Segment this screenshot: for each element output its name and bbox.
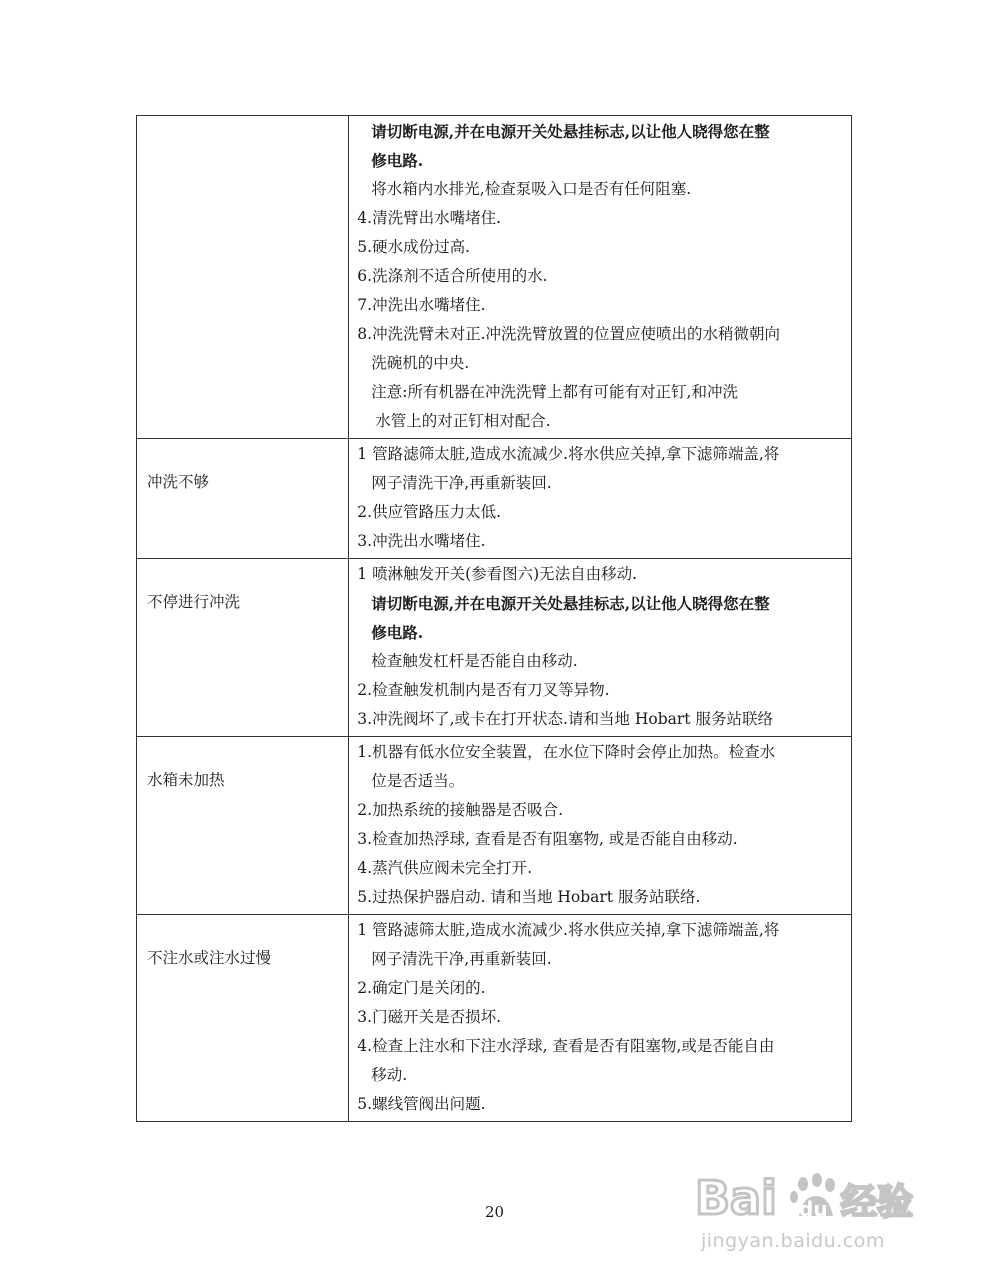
- remedy-line: 2.供应管路压力太低.: [357, 503, 502, 521]
- symptom-label: 冲洗不够: [147, 473, 210, 491]
- baidu-logo: [691, 1166, 931, 1226]
- remedy-line: 2.确定门是关闭的.: [357, 979, 486, 997]
- watermark-logo-text: Bai: [695, 1171, 777, 1225]
- remedy-cell: [349, 116, 852, 439]
- remedy-line: 8.冲洗洗臂未对正.冲洗洗臂放置的位置应使喷出的水稍微朝向: [357, 325, 781, 343]
- remedy-line: 1 管路滤筛太脏,造成水流减少.将水供应关掉,拿下滤筛端盖,将: [357, 921, 780, 939]
- baidu-jingyan-watermark: [691, 1166, 931, 1256]
- remedy-line: 1 喷淋触发开关(参看图六)无法自由移动.: [357, 565, 638, 583]
- table-row: [137, 915, 852, 1122]
- remedy-line: 移动.: [371, 1066, 408, 1084]
- remedy-line: 将水箱内水排光,检查泵吸入口是否有任何阻塞.: [371, 180, 692, 198]
- remedy-line: 位是否适当。: [371, 772, 465, 790]
- remedy-line: 5.螺线管阀出问题.: [357, 1095, 486, 1113]
- table-row: [137, 559, 852, 737]
- remedy-line: 修电路.: [371, 623, 424, 642]
- remedy-line: 5.过热保护器启动. 请和当地 Hobart 服务站联络.: [357, 888, 701, 906]
- remedy-line: 3.检查加热浮球, 查看是否有阻塞物, 或是否能自由移动.: [357, 830, 738, 848]
- remedy-line: 请切断电源,并在电源开关处悬挂标志,以让他人晓得您在整: [371, 122, 770, 141]
- page-number: 20: [484, 1203, 505, 1221]
- table-row: [137, 439, 852, 559]
- remedy-line: 网子清洗干净,再重新装回.: [371, 950, 552, 968]
- remedy-line: 洗碗机的中央.: [371, 354, 470, 372]
- watermark-logo-cn: 经验: [841, 1182, 914, 1223]
- remedy-line: 检查触发杠杆是否能自由移动.: [371, 652, 578, 670]
- symptom-cell: [137, 439, 349, 559]
- symptom-label: 不注水或注水过慢: [147, 949, 272, 967]
- remedy-cell: [349, 439, 852, 559]
- remedy-line: 4.清洗臂出水嘴堵住.: [357, 209, 502, 227]
- remedy-line: 注意:所有机器在冲洗洗臂上都有可能有对正钉,和冲洗: [371, 383, 738, 401]
- remedy-line: 3.冲洗出水嘴堵住.: [357, 532, 486, 550]
- table-row: [137, 116, 852, 439]
- symptom-cell: [137, 116, 349, 439]
- troubleshooting-table: [136, 115, 852, 1122]
- remedy-cell: [349, 915, 852, 1122]
- remedy-cell: [349, 559, 852, 737]
- symptom-cell: [137, 737, 349, 915]
- remedy-line: 4.蒸汽供应阀未完全打开.: [357, 859, 533, 877]
- remedy-line: 3.门磁开关是否损坏.: [357, 1008, 502, 1026]
- remedy-line: 2.检查触发机制内是否有刀叉等异物.: [357, 681, 610, 699]
- remedy-line: 1.机器有低水位安全装置，在水位下降时会停止加热。检查水: [357, 743, 776, 761]
- remedy-cell: [349, 737, 852, 915]
- remedy-line: 网子清洗干净,再重新装回.: [371, 474, 552, 492]
- symptom-cell: [137, 915, 349, 1122]
- remedy-line: 1 管路滤筛太脏,造成水流减少.将水供应关掉,拿下滤筛端盖,将: [357, 445, 780, 463]
- table-row: [137, 737, 852, 915]
- remedy-line: 4.检查上注水和下注水浮球, 查看是否有阻塞物,或是否能自由: [357, 1037, 775, 1055]
- symptom-cell: [137, 559, 349, 737]
- watermark-url: jingyan.baidu.com: [701, 1230, 885, 1252]
- watermark-logo-suffix: du: [799, 1197, 828, 1221]
- remedy-line: 6.洗涤剂不适合所使用的水.: [357, 267, 548, 285]
- remedy-line: 5.硬水成份过高.: [357, 238, 471, 256]
- symptom-label: 水箱未加热: [147, 771, 225, 789]
- remedy-line: 修电路.: [371, 151, 424, 170]
- remedy-line: 2.加热系统的接触器是否吸合.: [357, 801, 564, 819]
- remedy-line: 3.冲洗阀坏了,或卡在打开状态.请和当地 Hobart 服务站联络: [357, 710, 773, 728]
- remedy-line: 7.冲洗出水嘴堵住.: [357, 296, 486, 314]
- remedy-line: 水管上的对正钉相对配合.: [375, 412, 551, 430]
- symptom-label: 不停进行冲洗: [147, 593, 241, 611]
- remedy-line: 请切断电源,并在电源开关处悬挂标志,以让他人晓得您在整: [371, 594, 770, 613]
